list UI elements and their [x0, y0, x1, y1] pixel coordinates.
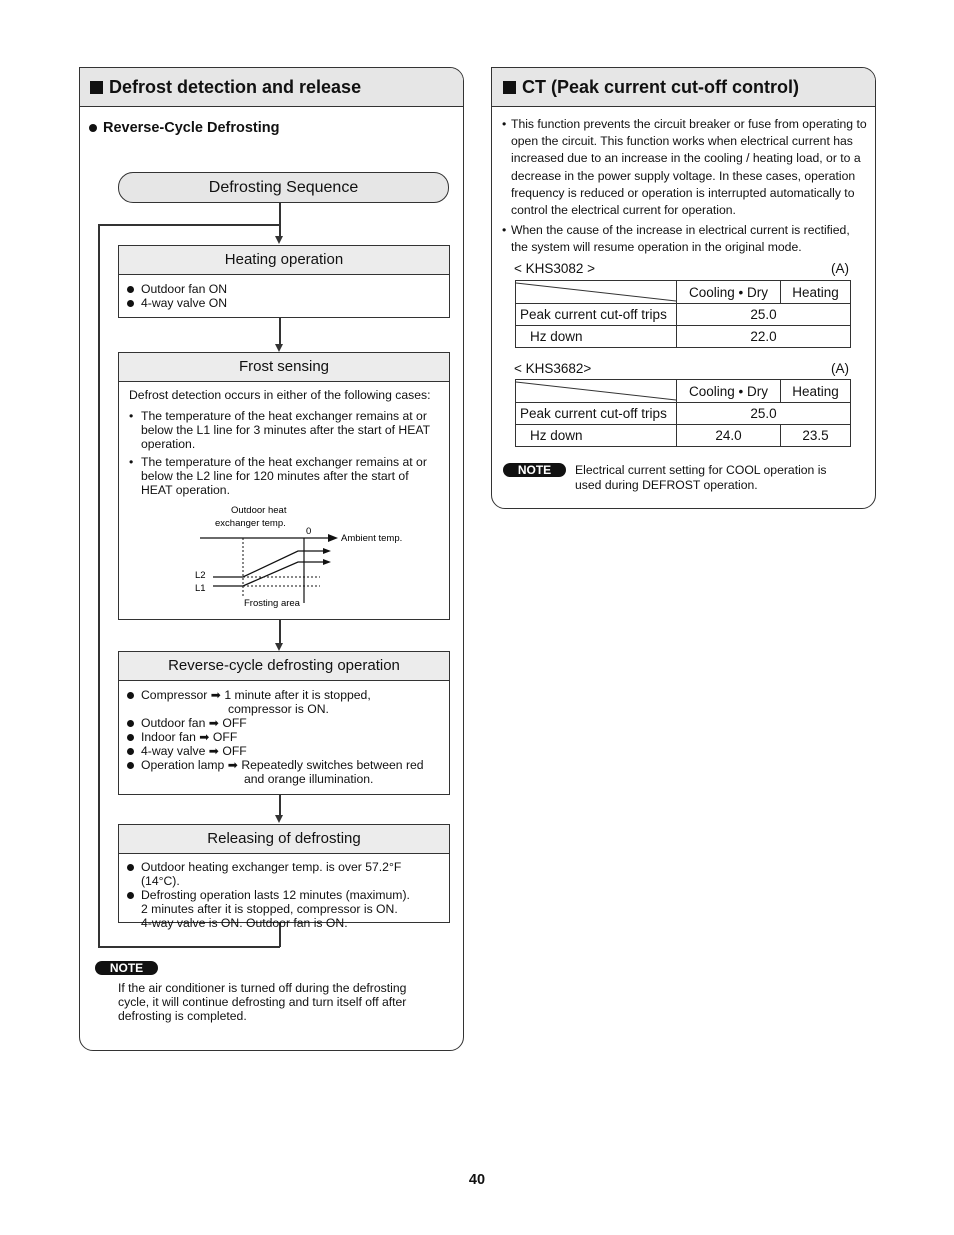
bullet-icon: [127, 762, 134, 769]
ct-paragraph-2: • When the cause of the increase in electrical current is rectified, the system will resume operation in the original mode.: [502, 223, 850, 255]
axis-arrow-icon: [328, 534, 338, 542]
flow-line: [279, 203, 281, 236]
releasing-title: Releasing of defrosting: [119, 825, 449, 854]
defrost-panel-title: Defrost detection and release: [90, 77, 361, 98]
graph-x-label: Ambient temp.: [341, 533, 403, 544]
bullet-icon: [89, 124, 97, 132]
ct-paragraph-1: • This function prevents the circuit breaker or fuse from operating to open the circuit. This function works when electrical current has increased due to an increase in the cooling / heating load, or to a decrease in the power supply voltage. In these cases, operation frequency is reduced or operation is interrupted automatically to control the electrical current for operation.: [502, 117, 867, 218]
frost-sensing-title: Frost sensing: [119, 353, 449, 382]
frost-graph: [118, 498, 448, 618]
defrosting-sequence-label: Defrosting Sequence: [118, 172, 449, 203]
table-row-label: Peak current cut-off trips: [516, 403, 677, 425]
arrow-down-icon: [275, 815, 283, 823]
heating-operation-title: Heating operation: [119, 246, 449, 275]
graph-area-label: Frosting area: [244, 598, 300, 609]
reverse-item: Outdoor fan ➡ OFF: [127, 716, 441, 730]
graph-zero: 0: [306, 526, 312, 537]
heating-operation-box: [118, 245, 450, 318]
table1-unit: (A): [831, 261, 849, 276]
left-note-text: If the air conditioner is turned off during the defrosting cycle, it will continue defrosting and turn itself off after defrosting is completed.: [118, 981, 407, 1024]
graph-l1-label: L1: [195, 583, 206, 594]
reverse-item: Compressor ➡ 1 minute after it is stopped, compressor is ON.: [127, 688, 441, 716]
table-col-header: Heating: [781, 281, 851, 304]
reverse-item: 4-way valve ➡ OFF: [127, 744, 441, 758]
flow-line: [279, 620, 281, 644]
arrow-down-icon: [275, 236, 283, 244]
table-row-label: Peak current cut-off trips: [516, 304, 677, 326]
table-row-label: Hz down: [516, 425, 677, 447]
table-cell: 25.0: [677, 304, 851, 326]
frost-case-2: • The temperature of the heat exchanger remains at or below the L2 line for 120 minutes after the start of HEAT operation.: [129, 455, 427, 497]
bullet-icon: [127, 892, 134, 899]
arrow-down-icon: [275, 643, 283, 651]
loop-line-horizontal-top: [98, 224, 279, 226]
flow-line: [279, 318, 281, 345]
arrow-right-icon: ➡: [208, 716, 219, 730]
note-badge: NOTE: [503, 463, 566, 477]
line-arrow-icon: [323, 548, 331, 554]
table-row-label: Hz down: [516, 326, 677, 348]
bullet-icon: [127, 864, 134, 871]
note-badge: NOTE: [95, 961, 158, 975]
frost-case-1: • The temperature of the heat exchanger remains at or below the L1 line for 3 minutes after the start of HEAT operation.: [129, 409, 430, 451]
diagonal-line: [516, 281, 676, 303]
defrost-panel-header: [80, 68, 463, 107]
table-cell: 22.0: [677, 326, 851, 348]
bullet-icon: [127, 734, 134, 741]
table-row: [516, 281, 851, 304]
loop-line-vertical: [98, 224, 100, 947]
table-row: [516, 403, 851, 425]
page-number: 40: [468, 1172, 486, 1188]
graph-y-label-2: exchanger temp.: [215, 518, 286, 529]
reverse-cycle-subtitle: Reverse-Cycle Defrosting: [89, 120, 280, 136]
reverse-cycle-title: Reverse-cycle defrosting operation: [119, 652, 449, 681]
diagonal-line: [516, 380, 676, 402]
ct-panel-title: CT (Peak current cut-off control): [503, 77, 799, 98]
bullet-icon: [127, 300, 134, 307]
release-item: Defrosting operation lasts 12 minutes (maximum). 2 minutes after it is stopped, compressor is ON. 4-way valve is ON. Outdoor fan is ON.: [127, 888, 441, 930]
arrow-right-icon: ➡: [199, 730, 210, 744]
graph-l2-line: [213, 551, 323, 577]
table-row: [516, 304, 851, 326]
bullet-icon: [127, 286, 134, 293]
flow-line: [279, 795, 281, 816]
reverse-item: Operation lamp ➡ Repeatedly switches between red and orange illumination.: [127, 758, 441, 786]
graph-l2-label: L2: [195, 570, 206, 581]
table2: [515, 379, 851, 447]
table-row: [516, 380, 851, 403]
loop-line-horizontal-bottom: [98, 946, 280, 948]
table1-model: < KHS3082 >: [514, 261, 596, 276]
table-cell: 25.0: [677, 403, 851, 425]
release-item: Outdoor heating exchanger temp. is over 57.2°F (14°C).: [127, 860, 441, 888]
ct-panel-header: [492, 68, 875, 107]
releasing-box: [118, 824, 450, 930]
table-cell: 24.0: [677, 425, 781, 447]
line-arrow-icon: [323, 559, 331, 565]
heating-item: 4-way valve ON: [127, 296, 441, 310]
square-bullet-icon: [90, 81, 103, 94]
table-col-header: Cooling • Dry: [677, 281, 781, 304]
table-row: [516, 425, 851, 447]
frost-intro: Defrost detection occurs in either of the following cases:: [129, 388, 431, 402]
arrow-right-icon: ➡: [208, 744, 219, 758]
table-col-header: Heating: [781, 380, 851, 403]
table2-model: < KHS3682>: [514, 361, 592, 376]
graph-y-label-1: Outdoor heat: [231, 505, 287, 516]
table-col-header: Cooling • Dry: [677, 380, 781, 403]
bullet-icon: [127, 748, 134, 755]
heating-item: Outdoor fan ON: [127, 282, 441, 296]
table-cell: 23.5: [781, 425, 851, 447]
reverse-item: Indoor fan ➡ OFF: [127, 730, 441, 744]
square-bullet-icon: [503, 81, 516, 94]
table2-unit: (A): [831, 361, 849, 376]
arrow-right-icon: ➡: [210, 688, 221, 702]
arrow-right-icon: ➡: [227, 758, 238, 772]
bullet-icon: [127, 692, 134, 699]
bullet-icon: [127, 720, 134, 727]
right-note-text: Electrical current setting for COOL operation is used during DEFROST operation.: [575, 463, 827, 492]
reverse-cycle-box: [118, 651, 450, 795]
table1: [515, 280, 851, 348]
table-corner-cell: [516, 380, 677, 403]
table-row: [516, 326, 851, 348]
arrow-down-icon: [275, 344, 283, 352]
table-corner-cell: [516, 281, 677, 304]
